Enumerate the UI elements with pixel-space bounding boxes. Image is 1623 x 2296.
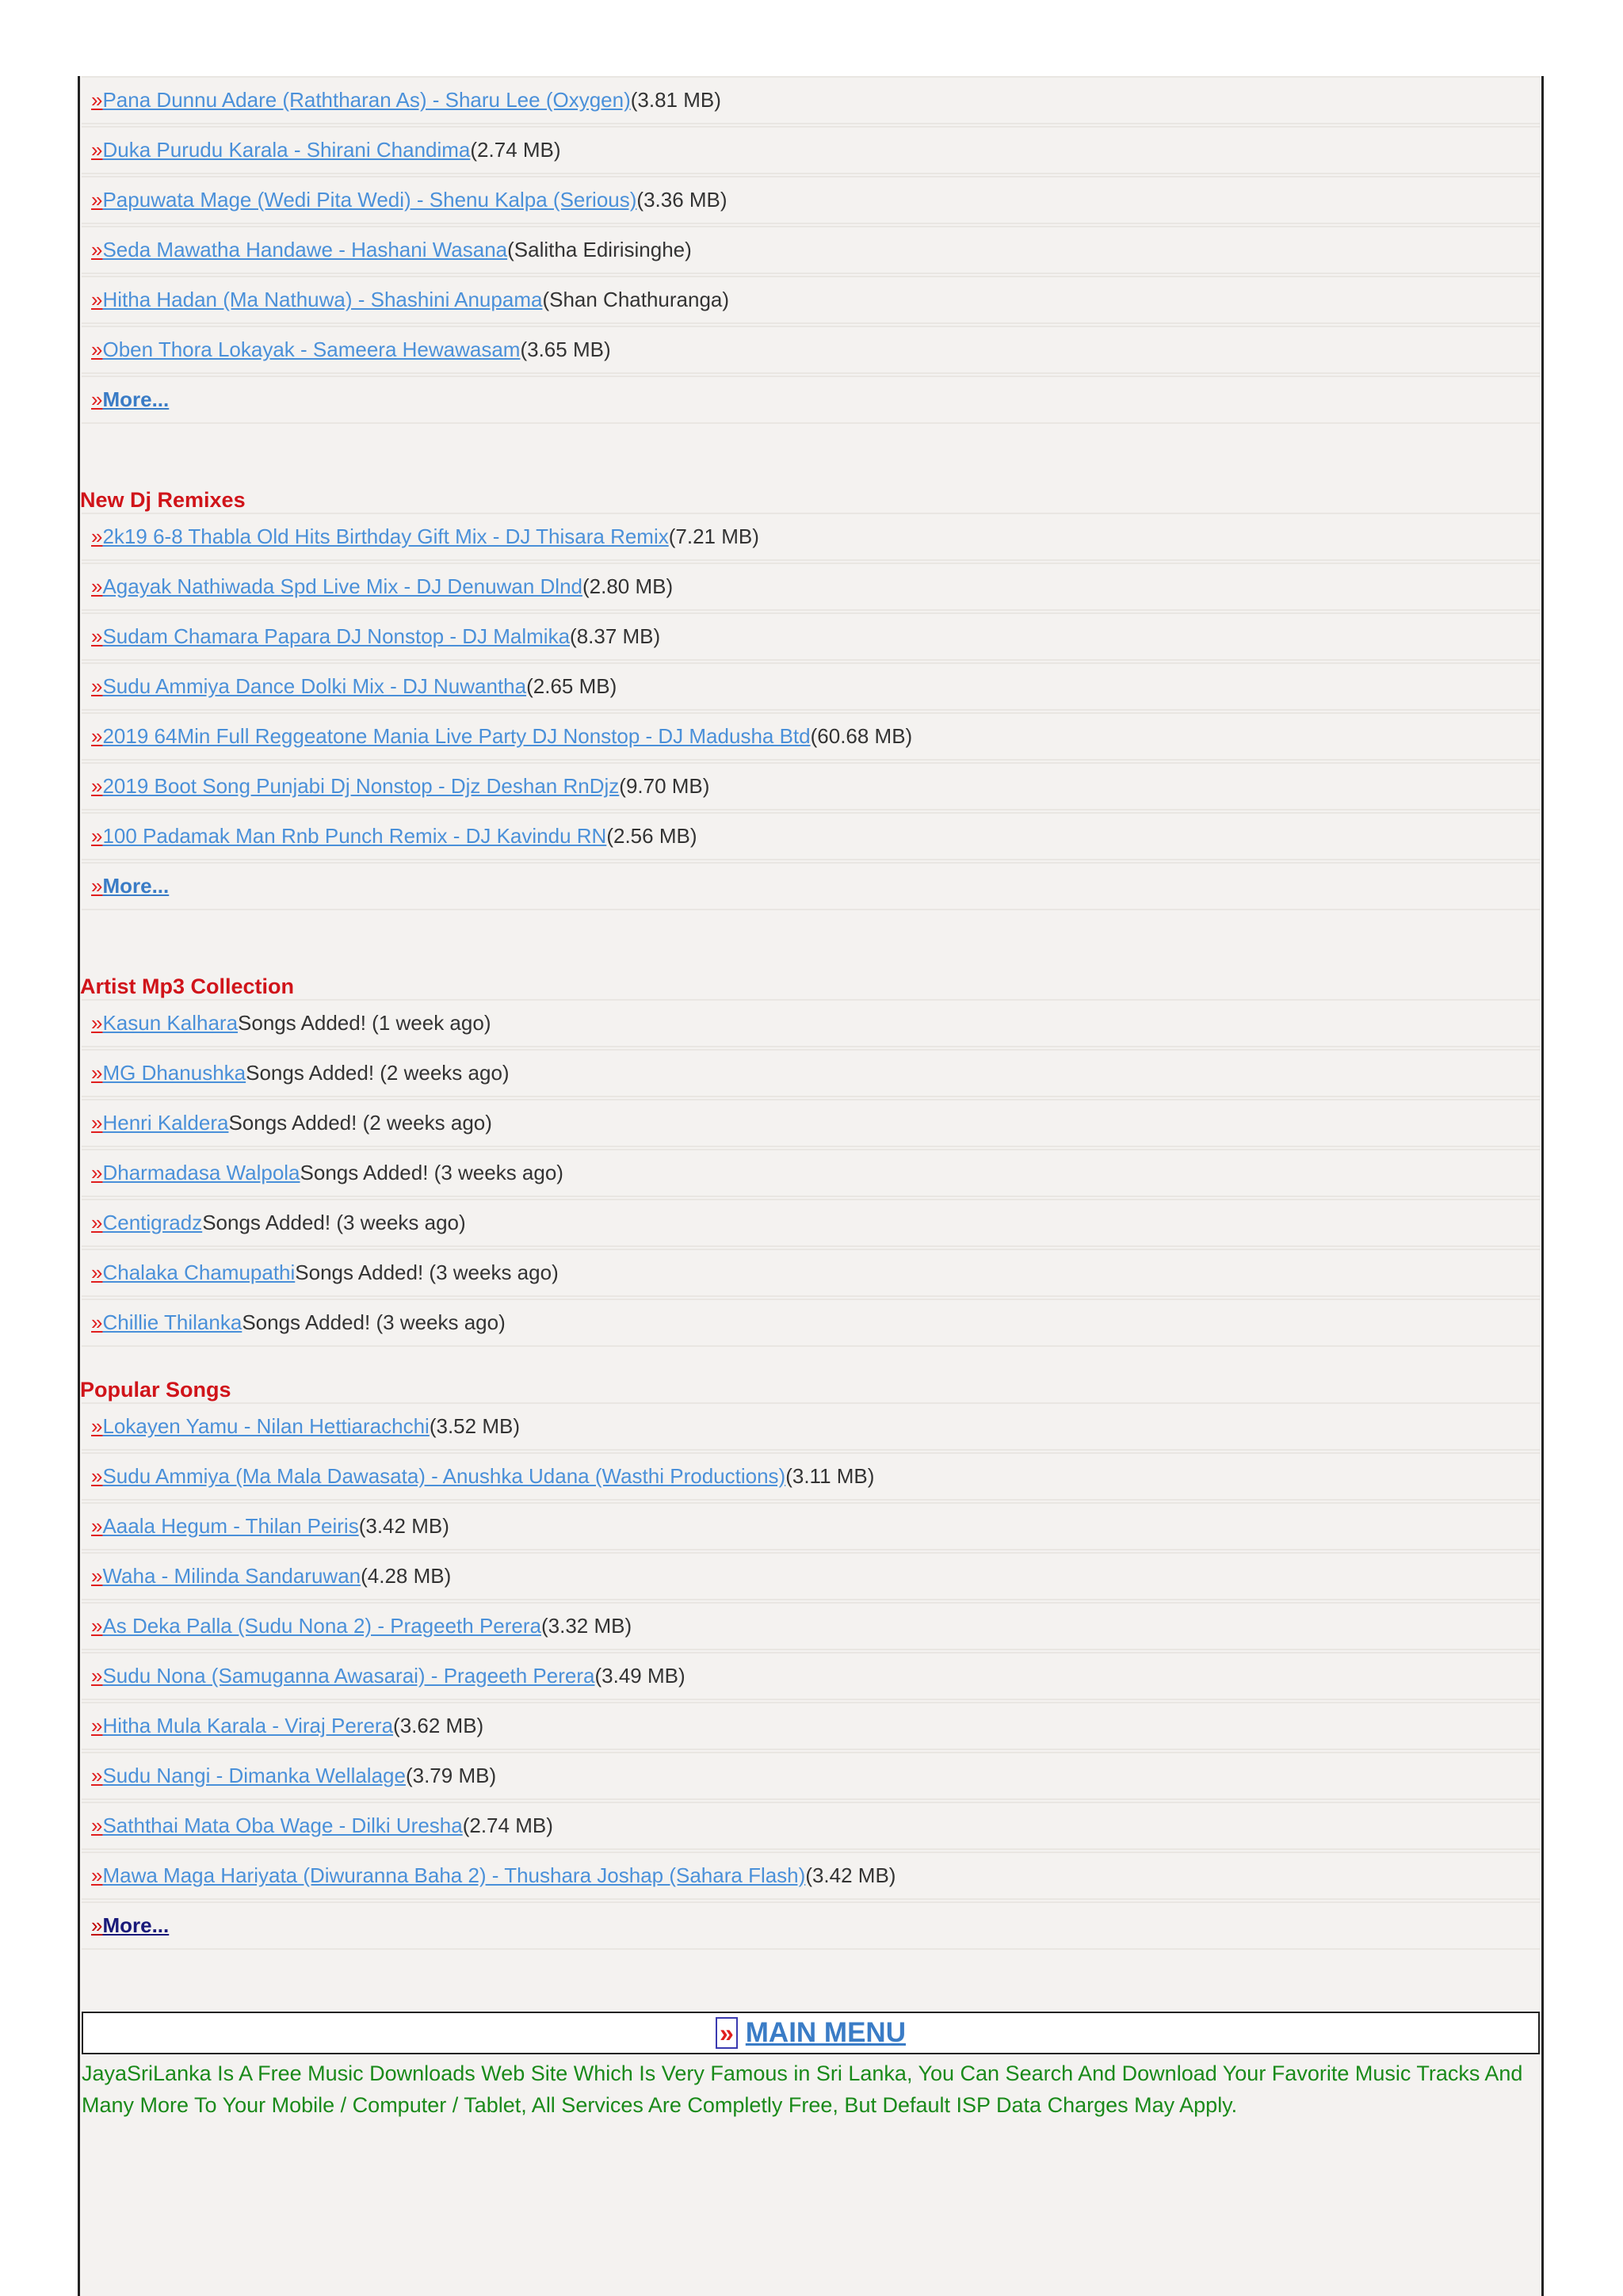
- arrow-icon: »: [91, 1111, 103, 1135]
- song-meta: (3.49 MB): [594, 1664, 685, 1688]
- arrow-icon: »: [91, 624, 103, 648]
- artist-meta: Songs Added! (2 weeks ago): [246, 1061, 510, 1085]
- arrow-icon: »: [91, 1664, 103, 1688]
- list-item: [82, 1602, 1540, 1650]
- remix-meta: (2.80 MB): [582, 574, 674, 598]
- song-link[interactable]: Saththai Mata Oba Wage - Dilki Uresha: [102, 1814, 463, 1837]
- arrow-icon: »: [91, 1061, 103, 1085]
- arrow-icon: »: [91, 338, 103, 361]
- remix-link[interactable]: 2019 Boot Song Punjabi Dj Nonstop - Djz Deshan RnDjz: [102, 774, 620, 798]
- list-item: [82, 1299, 1540, 1347]
- top-song-list: [80, 76, 1541, 424]
- song-meta: (3.52 MB): [429, 1414, 520, 1438]
- arrow-icon: »: [91, 288, 103, 311]
- song-link[interactable]: Aaala Hegum - Thilan Peiris: [102, 1514, 359, 1538]
- arrow-icon: »: [91, 1261, 103, 1284]
- list-item: [82, 662, 1540, 711]
- section-heading: Popular Songs: [80, 1378, 231, 1402]
- remix-link[interactable]: Agayak Nathiwada Spd Live Mix - DJ Denuwan Dlnd: [102, 574, 582, 598]
- song-link[interactable]: Duka Purudu Karala - Shirani Chandima: [102, 138, 471, 162]
- song-link[interactable]: Sudu Ammiya (Ma Mala Dawasata) - Anushka Udana (Wasthi Productions): [102, 1464, 786, 1488]
- song-meta: (3.79 MB): [405, 1764, 497, 1787]
- main-menu-bar: [82, 2012, 1540, 2054]
- arrow-icon: »: [91, 524, 103, 548]
- list-item: [82, 762, 1540, 810]
- list-item: [82, 999, 1540, 1047]
- list-item: [82, 1702, 1540, 1750]
- arrow-icon: »: [91, 138, 103, 162]
- list-item: [82, 712, 1540, 761]
- list-item: [82, 1149, 1540, 1197]
- song-meta: (3.81 MB): [630, 88, 721, 112]
- arrow-icon: »: [91, 874, 103, 898]
- song-meta: (3.32 MB): [540, 1614, 632, 1638]
- song-meta: (2.74 MB): [470, 138, 561, 162]
- arrow-icon: »: [716, 2017, 738, 2049]
- song-link[interactable]: Lokayen Yamu - Nilan Hettiarachchi: [102, 1414, 430, 1438]
- list-item: [82, 1199, 1540, 1247]
- remix-link[interactable]: Sudam Chamara Papara DJ Nonstop - DJ Malmika: [102, 624, 571, 648]
- more-link[interactable]: More...: [102, 874, 170, 898]
- song-link[interactable]: Pana Dunnu Adare (Raththaran As) - Sharu Lee (Oxygen): [102, 88, 631, 112]
- dj-remixes-section: [80, 478, 1541, 910]
- song-meta: (Shan Chathuranga): [542, 288, 730, 311]
- list-item: [82, 1652, 1540, 1700]
- section-heading: New Dj Remixes: [80, 488, 246, 512]
- more-row: [82, 1901, 1540, 1950]
- arrow-icon: »: [91, 1913, 103, 1937]
- arrow-icon: »: [91, 1764, 103, 1787]
- remix-link[interactable]: 100 Padamak Man Rnb Punch Remix - DJ Kavindu RN: [102, 824, 607, 848]
- song-meta: (3.42 MB): [805, 1863, 896, 1887]
- arrow-icon: »: [91, 238, 103, 261]
- list-item: [82, 1402, 1540, 1451]
- list-item: [82, 226, 1540, 274]
- remix-link[interactable]: Sudu Ammiya Dance Dolki Mix - DJ Nuwantha: [102, 674, 527, 698]
- list-item: [82, 1502, 1540, 1550]
- arrow-icon: »: [91, 724, 103, 748]
- song-meta: (3.36 MB): [636, 188, 727, 212]
- song-link[interactable]: Hitha Mula Karala - Viraj Perera: [102, 1714, 394, 1737]
- song-link[interactable]: Sudu Nona (Samuganna Awasarai) - Prageeth Perera: [102, 1664, 595, 1688]
- arrow-icon: »: [91, 1414, 103, 1438]
- song-link[interactable]: Seda Mawatha Handawe - Hashani Wasana: [102, 238, 508, 261]
- song-meta: (3.62 MB): [393, 1714, 484, 1737]
- remix-meta: (2.56 MB): [606, 824, 697, 848]
- content-frame: [78, 76, 1544, 2296]
- remix-link[interactable]: 2k19 6-8 Thabla Old Hits Birthday Gift Mix - DJ Thisara Remix: [102, 524, 669, 548]
- arrow-icon: »: [91, 1714, 103, 1737]
- list-item: [82, 1049, 1540, 1097]
- list-item: [82, 176, 1540, 224]
- arrow-icon: »: [91, 824, 103, 848]
- remix-link[interactable]: 2019 64Min Full Reggeatone Mania Live Party DJ Nonstop - DJ Madusha Btd: [102, 724, 811, 748]
- artist-meta: Songs Added! (3 weeks ago): [202, 1211, 466, 1234]
- list-item: [82, 513, 1540, 561]
- song-meta: (3.65 MB): [520, 338, 611, 361]
- song-meta: (4.28 MB): [361, 1564, 452, 1588]
- arrow-icon: »: [91, 1814, 103, 1837]
- more-row: [82, 862, 1540, 910]
- list-item: [82, 1249, 1540, 1297]
- arrow-icon: »: [91, 88, 103, 112]
- artist-link[interactable]: MG Dhanushka: [102, 1061, 246, 1085]
- popular-songs-section: [80, 1367, 1541, 1950]
- list-item: [82, 126, 1540, 174]
- more-link[interactable]: More...: [102, 1913, 170, 1937]
- arrow-icon: »: [91, 1310, 103, 1334]
- more-link[interactable]: More...: [102, 387, 170, 411]
- song-link[interactable]: Waha - Milinda Sandaruwan: [102, 1564, 361, 1588]
- remix-meta: (9.70 MB): [619, 774, 710, 798]
- remix-meta: (2.65 MB): [526, 674, 617, 698]
- song-link[interactable]: Papuwata Mage (Wedi Pita Wedi) - Shenu Kalpa (Serious): [102, 188, 637, 212]
- song-link[interactable]: Mawa Maga Hariyata (Diwuranna Baha 2) - Thushara Joshap (Sahara Flash): [102, 1863, 806, 1887]
- song-link[interactable]: Hitha Hadan (Ma Nathuwa) - Shashini Anupama: [102, 288, 543, 311]
- site-description: JayaSriLanka Is A Free Music Downloads Web Site Which Is Very Famous in Sri Lanka, You Can Search And Download Your Favorite Music Tracks And Many More To Your Mobile / Computer / Tablet, All Services Are Completly Free, But Default ISP Data Charges May Apply.: [82, 2061, 1523, 2117]
- song-link[interactable]: As Deka Palla (Sudu Nona 2) - Prageeth Perera: [102, 1614, 541, 1638]
- list-item: [82, 812, 1540, 860]
- main-menu-link[interactable]: MAIN MENU: [745, 2017, 906, 2048]
- arrow-icon: »: [91, 1614, 103, 1638]
- arrow-icon: »: [91, 774, 103, 798]
- section-heading: Artist Mp3 Collection: [80, 974, 295, 998]
- artist-meta: Songs Added! (3 weeks ago): [242, 1310, 506, 1334]
- artist-link[interactable]: Dharmadasa Walpola: [102, 1161, 300, 1184]
- arrow-icon: »: [91, 1863, 103, 1887]
- arrow-icon: »: [91, 1211, 103, 1234]
- arrow-icon: »: [91, 674, 103, 698]
- arrow-icon: »: [91, 1514, 103, 1538]
- arrow-icon: »: [91, 574, 103, 598]
- arrow-icon: »: [91, 1161, 103, 1184]
- artist-meta: Songs Added! (2 weeks ago): [228, 1111, 492, 1135]
- song-meta: (2.74 MB): [462, 1814, 553, 1837]
- remix-meta: (60.68 MB): [810, 724, 913, 748]
- artist-link[interactable]: Chalaka Chamupathi: [102, 1261, 296, 1284]
- remix-meta: (7.21 MB): [668, 524, 759, 548]
- arrow-icon: »: [91, 1011, 103, 1035]
- artist-meta: Songs Added! (3 weeks ago): [295, 1261, 559, 1284]
- song-link[interactable]: Oben Thora Lokayak - Sameera Hewawasam: [102, 338, 521, 361]
- list-item: [82, 612, 1540, 661]
- list-item: [82, 1552, 1540, 1600]
- song-meta: (3.11 MB): [785, 1464, 875, 1488]
- artist-meta: Songs Added! (1 week ago): [238, 1011, 491, 1035]
- song-meta: (3.42 MB): [358, 1514, 449, 1538]
- arrow-icon: »: [91, 188, 103, 212]
- list-item: [82, 1099, 1540, 1147]
- list-item: [82, 76, 1540, 124]
- artist-link[interactable]: Chillie Thilanka: [102, 1310, 242, 1334]
- arrow-icon: »: [91, 387, 103, 411]
- list-item: [82, 326, 1540, 374]
- list-item: [82, 276, 1540, 324]
- arrow-icon: »: [91, 1464, 103, 1488]
- list-item: [82, 1752, 1540, 1800]
- artist-meta: Songs Added! (3 weeks ago): [300, 1161, 563, 1184]
- remix-meta: (8.37 MB): [570, 624, 661, 648]
- artist-link[interactable]: Kasun Kalhara: [102, 1011, 239, 1035]
- artist-link[interactable]: Centigradz: [102, 1211, 203, 1234]
- more-row: [82, 376, 1540, 424]
- artist-collection-section: [80, 964, 1541, 1347]
- list-item: [82, 1452, 1540, 1501]
- list-item: [82, 563, 1540, 611]
- artist-link[interactable]: Henri Kaldera: [102, 1111, 229, 1135]
- song-link[interactable]: Sudu Nangi - Dimanka Wellalage: [102, 1764, 406, 1787]
- arrow-icon: »: [91, 1564, 103, 1588]
- list-item: [82, 1852, 1540, 1900]
- list-item: [82, 1802, 1540, 1850]
- song-meta: (Salitha Edirisinghe): [507, 238, 692, 261]
